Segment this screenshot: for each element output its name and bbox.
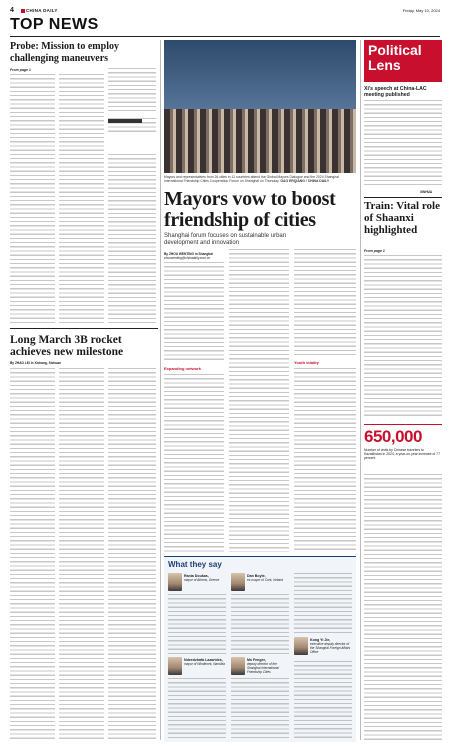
what-they-say-box (164, 556, 356, 742)
probe-body-col-1 (10, 74, 55, 324)
rail-body-col-2 (59, 368, 104, 740)
political-lens-banner (364, 40, 442, 82)
main-body-col-3 (294, 249, 356, 552)
audience-rows (164, 109, 356, 173)
stat-caption: Number of visits by Chinese travelers to Kazakhstan in 2024, a year-on-year increase of 77 percent (364, 448, 440, 461)
page-number: 4 (10, 7, 14, 14)
xi-speech-credit: XINHUA (420, 190, 433, 194)
quote-item (231, 657, 289, 739)
probe-dateline: From page 1 (10, 68, 31, 72)
train-body-1 (364, 255, 442, 419)
portrait-photo (168, 657, 182, 675)
quote-name: Ndeedzhafa Lazarides, (184, 658, 223, 662)
section-title: TOP NEWS (10, 16, 99, 33)
quote-continuation (294, 573, 352, 633)
quote-name: Rania Doukas, (184, 574, 209, 578)
probe-subhead (108, 116, 156, 128)
main-headline: Mayors vow to boost friendship of cities (164, 188, 336, 231)
column-divider (360, 40, 361, 740)
divider-rail (10, 328, 158, 329)
rail-body-col-3 (108, 368, 156, 740)
forum-photo (164, 40, 356, 173)
photo-credit: GAO ERQIANG / CHINA DAILY (280, 179, 330, 184)
political-lens-title: Political Lens (368, 42, 422, 73)
quote-title: mayor of Athens, Greece (184, 578, 220, 582)
train-headline: Train: Vital role of Shaanxi highlighted (364, 200, 440, 236)
quote-item (294, 637, 352, 739)
stage-backdrop (164, 40, 356, 113)
quote-title: deputy director of the Shanghai International Friendship Cities (247, 662, 279, 674)
column-divider (160, 40, 161, 740)
quote-title: ex-mayor of Cork, Ireland (247, 578, 283, 582)
rail-headline: Long March 3B rocket achieves new milestone (10, 334, 124, 358)
stat-callout (364, 424, 442, 470)
crosshead-youth: Youth vitality (294, 360, 319, 365)
quote-name: Kong Yi Jie, (310, 638, 331, 642)
portrait-photo (231, 573, 245, 591)
main-subhead: Shanghai forum focuses on sustainable urban development and innovation (164, 233, 287, 247)
portrait-photo (294, 637, 308, 655)
xi-speech-body (364, 100, 442, 188)
what-they-say-title: What they say (168, 560, 222, 569)
quote-item (168, 573, 226, 655)
section-rule (10, 36, 440, 37)
sidebar-divider (364, 197, 442, 198)
probe-body-col-2 (59, 74, 104, 324)
main-body-col-1 (164, 262, 224, 552)
portrait-photo (168, 573, 182, 591)
train-body-2 (364, 474, 442, 740)
rail-byline: By ZHAO LEI in Xichang, Sichuan (10, 361, 62, 365)
logo-mark-icon (21, 9, 25, 13)
rail-body-col-1 (10, 368, 55, 740)
portrait-photo (231, 657, 245, 675)
crosshead-expanding: Expanding network (164, 366, 201, 371)
photo-caption: Mayors and representatives from 26 cities in 11 countries attend the Global Mayors Dialogue and the 2024 Shanghai International Friendship Cities Cooperation Forum on Shanghai on Thursday. GAO ERQIANG / CHINA DAILY (164, 175, 339, 184)
quote-name: Ms Fenger, (247, 658, 266, 662)
probe-headline: Probe: Mission to employ challenging maneuvers (10, 41, 119, 64)
stat-rule (364, 424, 442, 425)
main-byline: By ZHOU WENTING in Shanghai zhouwenting@chinadaily.com.cn (164, 252, 213, 260)
paper-logo: CHINA DAILY (21, 8, 58, 13)
probe-body-col-3 (108, 68, 156, 324)
quote-name: Dan Boyle, (247, 574, 266, 578)
quote-title: mayor of Windhoek, Namibia (184, 662, 225, 666)
xi-speech-headline: Xi's speech at China-LAC meeting published (364, 86, 427, 98)
quote-item (231, 573, 289, 655)
stat-number: 650,000 (364, 427, 422, 446)
quote-title: executive deputy director of the Shanghai Foreign Affairs Office (310, 642, 351, 654)
issue-date: Friday, May 10, 2024 (402, 8, 440, 13)
main-body-col-2 (229, 249, 289, 552)
train-dateline: From page 1 (364, 249, 385, 253)
quote-item (168, 657, 226, 739)
